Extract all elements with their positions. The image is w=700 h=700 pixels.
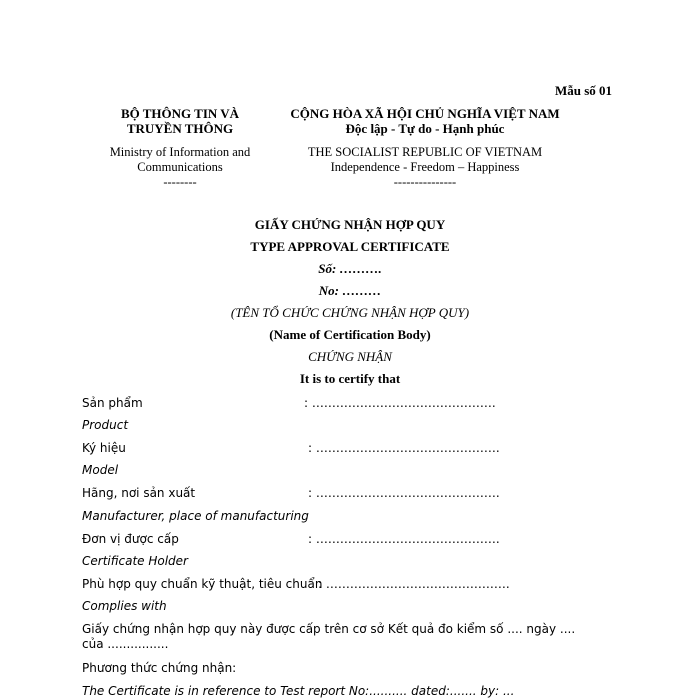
ministry-name-line2: TRUYỀN THÔNG: [126, 121, 234, 136]
republic-name: CỘNG HÒA XÃ HỘI CHỦ NGHĨA VIỆT NAM: [290, 106, 560, 121]
complies-label: Phù hợp quy chuẩn kỹ thuật, tiêu chuẩn: [82, 577, 323, 591]
certification-body-en: (Name of Certification Body): [269, 327, 431, 342]
certify-en: It is to certify that: [299, 371, 401, 386]
complies-label-en: Complies with: [82, 599, 167, 613]
title-en: TYPE APPROVAL CERTIFICATE: [250, 239, 450, 254]
certificate-number-vi: Số: ……….: [318, 261, 382, 276]
basis-text: [82, 622, 575, 652]
ministry-name-en-line2: Communications: [137, 160, 223, 174]
complies-value: : ……………………………………….: [318, 577, 510, 591]
holder-label: Đơn vị được cấp: [82, 532, 179, 546]
republic-motto-en: Independence - Freedom – Happiness: [330, 160, 520, 174]
certify-vi: CHỨNG NHẬN: [308, 349, 392, 364]
model-label: Ký hiệu: [82, 441, 126, 455]
title-vi: GIẤY CHỨNG NHẬN HỢP QUY: [254, 217, 446, 232]
basis-line1: Giấy chứng nhận hợp quy này được cấp trên cơ sở Kết quả đo kiểm số .... ngày ....: [82, 622, 576, 636]
manufacturer-value: : ……………………………………….: [308, 486, 500, 500]
holder-label-en: Certificate Holder: [82, 554, 188, 568]
model-label-en: Model: [82, 463, 119, 477]
header-republic: [270, 106, 580, 190]
certificate-number-en: No: ………: [318, 283, 382, 298]
certification-method-label: Phương thức chứng nhận:: [82, 661, 237, 675]
certificate-title-block: [0, 214, 700, 390]
header-ministry: [80, 106, 280, 190]
product-label-en: Product: [82, 418, 129, 432]
holder-value: : ……………………………………….: [308, 532, 500, 546]
model-value: : ……………………………………….: [308, 441, 500, 455]
test-report-reference: The Certificate is in reference to Test report No:.......... dated:....... by: ...: [82, 684, 515, 698]
basis-line2: của ................: [82, 637, 169, 651]
product-label: Sản phẩm: [82, 396, 143, 410]
ministry-name-line1: BỘ THÔNG TIN VÀ: [120, 106, 240, 121]
product-value: : ……………………………………….: [304, 396, 496, 410]
ministry-name-en-line1: Ministry of Information and: [109, 145, 251, 159]
ministry-divider: --------: [163, 175, 197, 189]
republic-name-en: THE SOCIALIST REPUBLIC OF VIETNAM: [307, 145, 543, 159]
republic-divider: ---------------: [393, 175, 457, 189]
republic-motto: Độc lập - Tự do - Hạnh phúc: [345, 121, 505, 136]
certification-body-vi: (TÊN TỔ CHỨC CHỨNG NHẬN HỢP QUY): [230, 305, 470, 320]
manufacturer-label: Hãng, nơi sản xuất: [82, 486, 196, 500]
manufacturer-label-en: Manufacturer, place of manufacturing: [82, 509, 309, 523]
form-number: Mẫu số 01: [555, 83, 613, 98]
